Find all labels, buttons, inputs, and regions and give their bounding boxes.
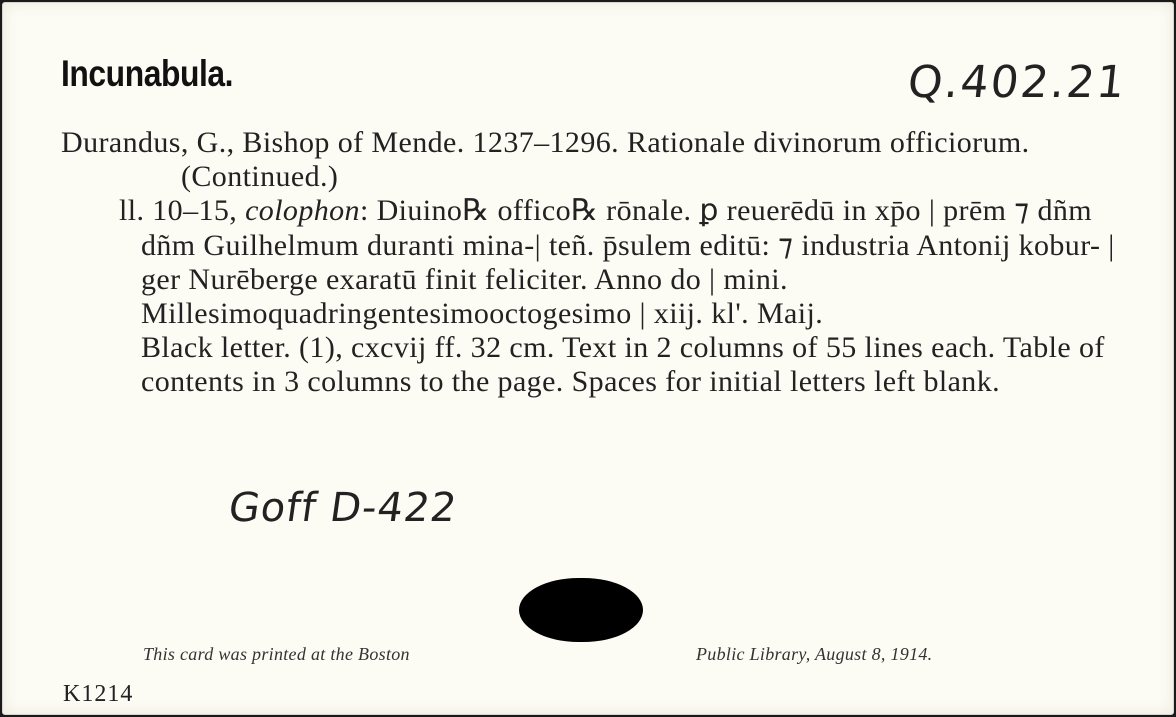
physical-description: Black letter. (1), cxcvij ff. 32 cm. Text in 2 columns of 55 lines each. Table of contents in 3 columns to the page. Spaces for initial letters left blank. <box>141 331 1105 399</box>
handwritten-call-number: Q.402.21 <box>905 57 1130 108</box>
card-heading: Incunabula. <box>61 53 234 94</box>
catalog-id: K1214 <box>63 681 134 707</box>
main-entry: Durandus, G., Bishop of Mende. 1237–1296. Rationale divinorum officiorum. (Continued.) <box>61 126 1030 194</box>
ink-blot <box>519 578 643 642</box>
colophon-label: colophon <box>245 194 360 228</box>
colophon-prefix: ll. 10–15, <box>119 194 246 228</box>
catalog-card <box>2 2 1174 715</box>
card-body <box>61 126 1141 400</box>
footer-right-text: Public Library, August 8, 1914. <box>696 644 933 664</box>
handwritten-goff-reference: Goff D-422 <box>225 485 461 531</box>
colophon-text: : Diuino℞ offico℞ rōnale. ꝑ reuerēdū in xp̄o | prēm ⁊ dñm dñm Guilhelmum duranti mina-| teñ. p̄sulem editū: ⁊ industria Antonij kobur- | ger Nurēberge exaratū finit feliciter. Anno do | mini. Millesimoquadringentesimooctogesimo | xiij. kl'. Maij. <box>141 194 1115 331</box>
footer-left-text: This card was printed at the Boston <box>143 644 410 664</box>
colophon-note <box>61 194 1141 331</box>
